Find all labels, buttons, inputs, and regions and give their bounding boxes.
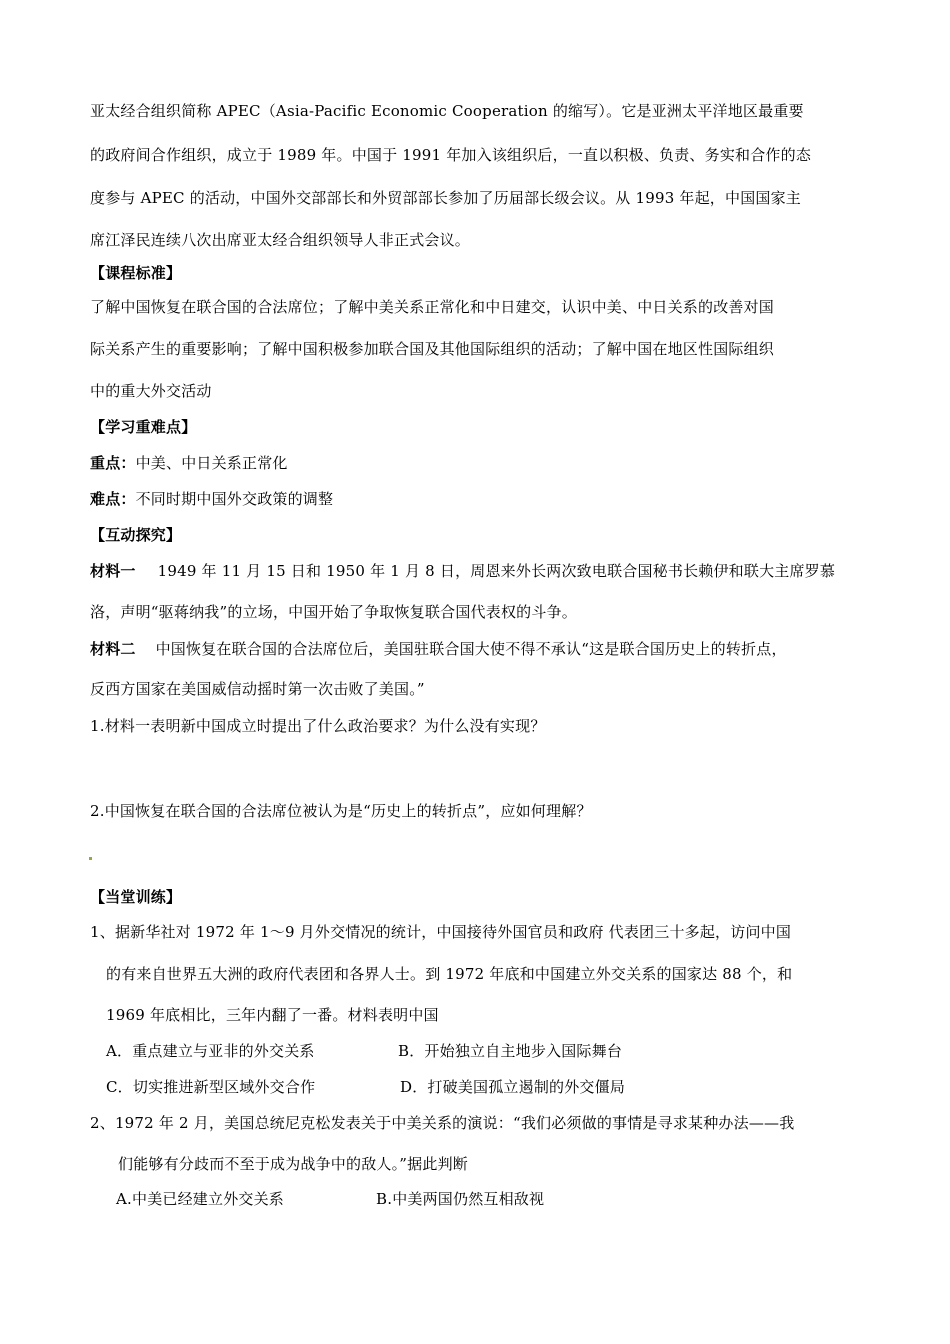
focus-label: 重点： xyxy=(90,454,136,472)
practice-q2-line: 们能够有分歧而不至于成为战争中的敌人。”据此判断 xyxy=(118,1155,468,1173)
course-standard-line: 了解中国恢复在联合国的合法席位；了解中美关系正常化和中日建交，认识中美、中日关系的改善对国 xyxy=(90,298,775,316)
practice-q2-line: 2、1972 年 2 月，美国总统尼克松发表关于中美关系的演说：“我们必须做的事情是寻求某种办法——我 xyxy=(90,1114,795,1132)
key-points-heading: 【学习重难点】 xyxy=(90,418,197,436)
difficulty-text: 不同时期中国外交政策的调整 xyxy=(135,490,334,508)
question-1: 1.材料一表明新中国成立时提出了什么政治要求？为什么没有实现？ xyxy=(90,717,546,735)
exploration-heading: 【互动探究】 xyxy=(90,526,182,544)
material2-text: 中国恢复在联合国的合法席位后，美国驻联合国大使不得不承认“这是联合国历史上的转折点， xyxy=(155,640,787,658)
material1-text: 1949 年 11 月 15 日和 1950 年 1 月 8 日，周恩来外长两次致电联合国秘书长赖伊和联大主席罗慕 xyxy=(157,562,836,580)
intro-line: 亚太经合组织简称 APEC（Asia-Pacific Economic Cooperation 的缩写）。它是亚洲太平洋地区最重要 xyxy=(90,102,804,120)
intro-line: 度参与 APEC 的活动，中国外交部部长和外贸部部长参加了历届部长级会议。从 1993 年起，中国国家主 xyxy=(90,189,802,207)
material2-line: 反西方国家在美国威信动摇时第一次击败了美国。” xyxy=(90,680,425,698)
intro-line: 的政府间合作组织，成立于 1989 年。中国于 1991 年加入该组织后，一直以积极、负责、务实和合作的态 xyxy=(90,146,812,164)
practice-heading: 【当堂训练】 xyxy=(90,888,182,906)
material1-line: 洛，声明“驱蒋纳我”的立场，中国开始了争取恢复联合国代表权的斗争。 xyxy=(90,603,577,621)
option-c: C．切实推进新型区域外交合作 xyxy=(106,1078,316,1096)
material2-label: 材料二 xyxy=(90,640,136,658)
practice-q1-line: 的有来自世界五大洲的政府代表团和各界人士。到 1972 年底和中国建立外交关系的国家达 88 个，和 xyxy=(106,965,793,983)
stray-dot xyxy=(89,857,92,860)
option-b: B.中美两国仍然互相敌视 xyxy=(376,1190,545,1208)
option-a: A．重点建立与亚非的外交关系 xyxy=(106,1042,315,1060)
focus-line xyxy=(90,452,288,473)
material1-line xyxy=(90,560,835,581)
focus-text: 中美、中日关系正常化 xyxy=(135,454,288,472)
practice-q1-line: 1969 年底相比，三年内翻了一番。材料表明中国 xyxy=(106,1006,439,1024)
material2-line xyxy=(90,638,787,659)
option-d: D．打破美国孤立遏制的外交僵局 xyxy=(400,1078,626,1096)
difficulty-line xyxy=(90,488,333,509)
course-standard-heading: 【课程标准】 xyxy=(90,264,182,282)
material1-label: 材料一 xyxy=(90,562,136,580)
question-2: 2.中国恢复在联合国的合法席位被认为是“历史上的转折点”，应如何理解？ xyxy=(90,802,592,820)
course-standard-line: 际关系产生的重要影响；了解中国积极参加联合国及其他国际组织的活动；了解中国在地区性国际组织 xyxy=(90,340,775,358)
course-standard-line: 中的重大外交活动 xyxy=(90,382,212,400)
intro-line: 席江泽民连续八次出席亚太经合组织领导人非正式会议。 xyxy=(90,231,471,249)
option-b: B．开始独立自主地步入国际舞台 xyxy=(398,1042,623,1060)
option-a: A.中美已经建立外交关系 xyxy=(116,1190,285,1208)
practice-q1-line: 1、据新华社对 1972 年 1～9 月外交情况的统计，中国接待外国官员和政府 代表团三十多起，访问中国 xyxy=(90,923,792,941)
difficulty-label: 难点： xyxy=(90,490,136,508)
